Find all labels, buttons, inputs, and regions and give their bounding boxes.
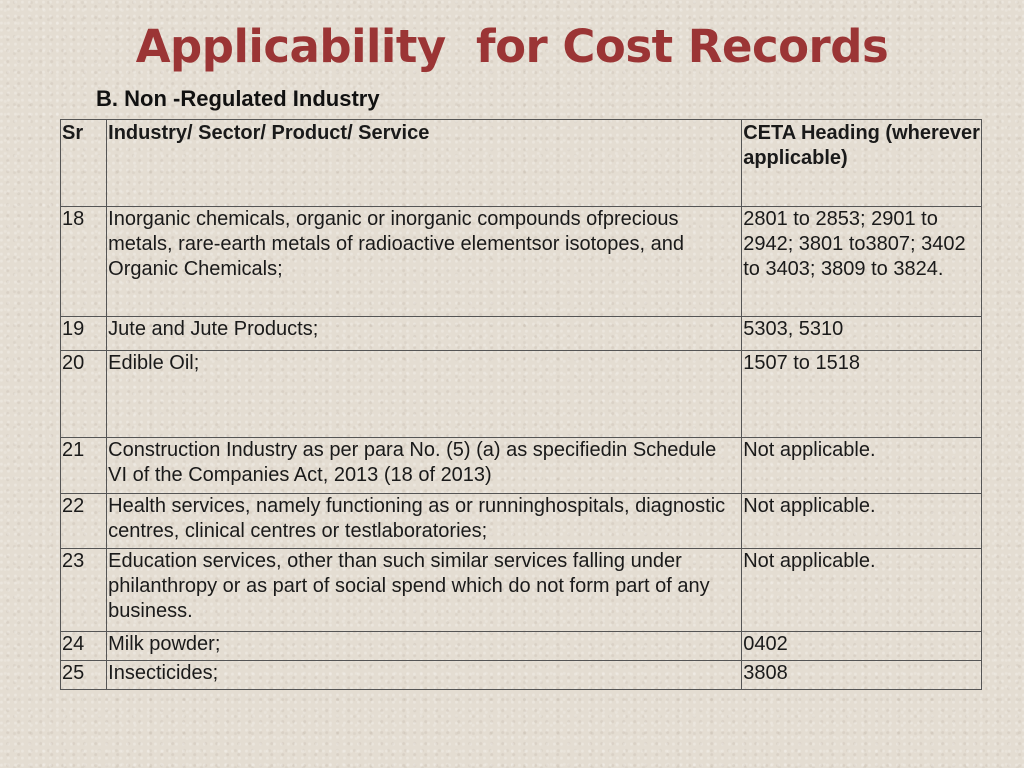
- table-row: [61, 661, 982, 690]
- row-sr: 22: [61, 494, 107, 549]
- row-sr: 21: [61, 438, 107, 494]
- row-industry: Construction Industry as per para No. (5) (a) as specifiedin Schedule VI of the Companies Act, 2013 (18 of 2013): [107, 438, 742, 494]
- row-ceta: 5303, 5310: [742, 317, 982, 351]
- row-ceta: Not applicable.: [742, 438, 982, 494]
- row-sr: 18: [61, 207, 107, 317]
- row-sr: 23: [61, 549, 107, 632]
- table-row: [61, 351, 982, 438]
- row-industry: Milk powder;: [107, 632, 742, 661]
- row-industry: Edible Oil;: [107, 351, 742, 438]
- header-ceta: CETA Heading (wherever applicable): [742, 120, 982, 207]
- table-row: [61, 632, 982, 661]
- table-row: [61, 494, 982, 549]
- table-row: [61, 207, 982, 317]
- row-industry: Inorganic chemicals, organic or inorganic compounds ofprecious metals, rare-earth metals of radioactive elementsor isotopes, and Organic Chemicals;: [107, 207, 742, 317]
- row-ceta: Not applicable.: [742, 494, 982, 549]
- table-row: [61, 438, 982, 494]
- row-ceta: 1507 to 1518: [742, 351, 982, 438]
- header-sr: Sr: [61, 120, 107, 207]
- row-ceta: 3808: [742, 661, 982, 690]
- slide-title: Applicability for Cost Records: [135, 20, 889, 73]
- row-industry: Jute and Jute Products;: [107, 317, 742, 351]
- row-ceta: 2801 to 2853; 2901 to 2942; 3801 to3807; 3402 to 3403; 3809 to 3824.: [742, 207, 982, 317]
- header-industry: Industry/ Sector/ Product/ Service: [107, 120, 742, 207]
- row-industry: Health services, namely functioning as or runninghospitals, diagnostic centres, clinical centres or testlaboratories;: [107, 494, 742, 549]
- row-sr: 20: [61, 351, 107, 438]
- row-sr: 25: [61, 661, 107, 690]
- row-sr: 19: [61, 317, 107, 351]
- table-header-row: [61, 120, 982, 207]
- row-industry: Insecticides;: [107, 661, 742, 690]
- row-sr: 24: [61, 632, 107, 661]
- row-ceta: Not applicable.: [742, 549, 982, 632]
- section-subtitle: B. Non -Regulated Industry: [96, 86, 380, 111]
- row-ceta: 0402: [742, 632, 982, 661]
- row-industry: Education services, other than such similar services falling under philanthropy or as part of social spend which do not form part of any business.: [107, 549, 742, 632]
- table-row: [61, 317, 982, 351]
- table-row: [61, 549, 982, 632]
- industry-table: [60, 119, 982, 690]
